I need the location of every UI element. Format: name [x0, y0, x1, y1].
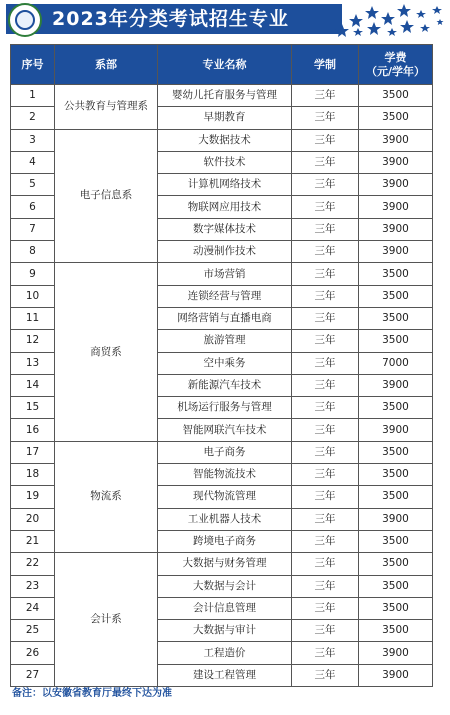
cell-seq: 10: [11, 285, 55, 307]
cell-major: 工程造价: [158, 642, 292, 664]
cell-duration: 三年: [292, 441, 359, 463]
cell-fee: 3500: [359, 441, 433, 463]
cell-major: 婴幼儿托育服务与管理: [158, 85, 292, 107]
page-title: 2023年分类考试招生专业: [52, 8, 289, 30]
cell-seq: 21: [11, 530, 55, 552]
cell-seq: 2: [11, 107, 55, 129]
cell-seq: 3: [11, 129, 55, 151]
cell-major: 工业机器人技术: [158, 508, 292, 530]
cell-major: 大数据与审计: [158, 620, 292, 642]
majors-table: [10, 44, 433, 687]
cell-seq: 8: [11, 241, 55, 263]
cell-major: 大数据与财务管理: [158, 553, 292, 575]
cell-major: 现代物流管理: [158, 486, 292, 508]
header-dept: 系部: [55, 45, 158, 85]
cell-duration: 三年: [292, 330, 359, 352]
cell-seq: 1: [11, 85, 55, 107]
cell-fee: 3500: [359, 285, 433, 307]
cell-duration: 三年: [292, 218, 359, 240]
cell-major: 早期教育: [158, 107, 292, 129]
cell-seq: 7: [11, 218, 55, 240]
cell-fee: 3500: [359, 397, 433, 419]
banner: [0, 0, 450, 40]
cell-fee: 3500: [359, 263, 433, 285]
cell-fee: 3900: [359, 151, 433, 173]
cell-seq: 27: [11, 664, 55, 686]
cell-dept: 电子信息系: [55, 129, 158, 263]
cell-fee: 3900: [359, 241, 433, 263]
cell-fee: 3500: [359, 107, 433, 129]
cell-duration: 三年: [292, 263, 359, 285]
cell-dept: 商贸系: [55, 263, 158, 441]
table-header-row: [11, 45, 433, 85]
cell-major: 机场运行服务与管理: [158, 397, 292, 419]
cell-fee: 3900: [359, 664, 433, 686]
cell-fee: 3900: [359, 508, 433, 530]
cell-major: 电子商务: [158, 441, 292, 463]
cell-seq: 20: [11, 508, 55, 530]
cell-major: 大数据与会计: [158, 575, 292, 597]
header-seq: 序号: [11, 45, 55, 85]
cell-seq: 14: [11, 374, 55, 396]
table-row: [11, 441, 433, 463]
emblem-center: [15, 10, 35, 30]
cell-duration: 三年: [292, 151, 359, 173]
cell-major: 计算机网络技术: [158, 174, 292, 196]
cell-seq: 11: [11, 307, 55, 329]
cell-fee: 3500: [359, 85, 433, 107]
cell-duration: 三年: [292, 553, 359, 575]
cell-major: 跨境电子商务: [158, 530, 292, 552]
cell-fee: 3900: [359, 129, 433, 151]
cell-major: 市场营销: [158, 263, 292, 285]
cell-fee: 3900: [359, 642, 433, 664]
cell-major: 建设工程管理: [158, 664, 292, 686]
cell-fee: 3500: [359, 553, 433, 575]
cell-duration: 三年: [292, 397, 359, 419]
cell-duration: 三年: [292, 508, 359, 530]
cell-seq: 23: [11, 575, 55, 597]
cell-fee: 3500: [359, 620, 433, 642]
cell-duration: 三年: [292, 486, 359, 508]
cell-duration: 三年: [292, 642, 359, 664]
cell-duration: 三年: [292, 174, 359, 196]
cell-seq: 16: [11, 419, 55, 441]
cell-duration: 三年: [292, 464, 359, 486]
cell-duration: 三年: [292, 85, 359, 107]
cell-seq: 25: [11, 620, 55, 642]
cell-duration: 三年: [292, 575, 359, 597]
cell-seq: 26: [11, 642, 55, 664]
cell-duration: 三年: [292, 620, 359, 642]
table-row: [11, 553, 433, 575]
table-body: [11, 85, 433, 687]
cell-fee: 3900: [359, 218, 433, 240]
cell-major: 新能源汽车技术: [158, 374, 292, 396]
cell-seq: 5: [11, 174, 55, 196]
cell-seq: 15: [11, 397, 55, 419]
cell-major: 空中乘务: [158, 352, 292, 374]
cell-seq: 13: [11, 352, 55, 374]
cell-duration: 三年: [292, 307, 359, 329]
cell-dept: 公共教育与管理系: [55, 85, 158, 130]
header-fee: [359, 45, 433, 85]
cell-seq: 6: [11, 196, 55, 218]
cell-major: 大数据技术: [158, 129, 292, 151]
cell-dept: 会计系: [55, 553, 158, 687]
cell-fee: 3500: [359, 486, 433, 508]
cell-major: 连锁经营与管理: [158, 285, 292, 307]
footnote: 备注：以安徽省教育厅最终下达为准: [12, 688, 172, 699]
cell-duration: 三年: [292, 597, 359, 619]
header-duration: 学制: [292, 45, 359, 85]
cell-major: 智能网联汽车技术: [158, 419, 292, 441]
cell-duration: 三年: [292, 664, 359, 686]
header-fee-unit: （元/学年）: [365, 64, 426, 78]
cell-seq: 22: [11, 553, 55, 575]
cell-fee: 3500: [359, 307, 433, 329]
cell-duration: 三年: [292, 241, 359, 263]
table-row: [11, 129, 433, 151]
cell-seq: 12: [11, 330, 55, 352]
cell-fee: 3500: [359, 530, 433, 552]
cell-duration: 三年: [292, 196, 359, 218]
cell-fee: 7000: [359, 352, 433, 374]
cell-major: 动漫制作技术: [158, 241, 292, 263]
table-row: [11, 263, 433, 285]
cell-duration: 三年: [292, 419, 359, 441]
cell-duration: 三年: [292, 285, 359, 307]
cell-duration: 三年: [292, 530, 359, 552]
star-cluster-icon: [334, 2, 450, 38]
cell-major: 物联网应用技术: [158, 196, 292, 218]
cell-major: 软件技术: [158, 151, 292, 173]
table-row: [11, 85, 433, 107]
cell-major: 旅游管理: [158, 330, 292, 352]
cell-fee: 3500: [359, 464, 433, 486]
cell-duration: 三年: [292, 107, 359, 129]
cell-seq: 9: [11, 263, 55, 285]
cell-duration: 三年: [292, 129, 359, 151]
cell-fee: 3900: [359, 419, 433, 441]
cell-fee: 3500: [359, 330, 433, 352]
cell-seq: 24: [11, 597, 55, 619]
cell-major: 网络营销与直播电商: [158, 307, 292, 329]
cell-fee: 3900: [359, 196, 433, 218]
cell-seq: 17: [11, 441, 55, 463]
header-fee-label: 学费: [384, 50, 407, 64]
cell-seq: 18: [11, 464, 55, 486]
cell-fee: 3500: [359, 597, 433, 619]
cell-fee: 3900: [359, 374, 433, 396]
cell-duration: 三年: [292, 374, 359, 396]
cell-major: 会计信息管理: [158, 597, 292, 619]
cell-seq: 4: [11, 151, 55, 173]
cell-dept: 物流系: [55, 441, 158, 552]
cell-duration: 三年: [292, 352, 359, 374]
cell-fee: 3500: [359, 575, 433, 597]
cell-major: 智能物流技术: [158, 464, 292, 486]
header-major: 专业名称: [158, 45, 292, 85]
cell-major: 数字媒体技术: [158, 218, 292, 240]
cell-fee: 3900: [359, 174, 433, 196]
school-emblem-icon: [8, 3, 42, 37]
cell-seq: 19: [11, 486, 55, 508]
